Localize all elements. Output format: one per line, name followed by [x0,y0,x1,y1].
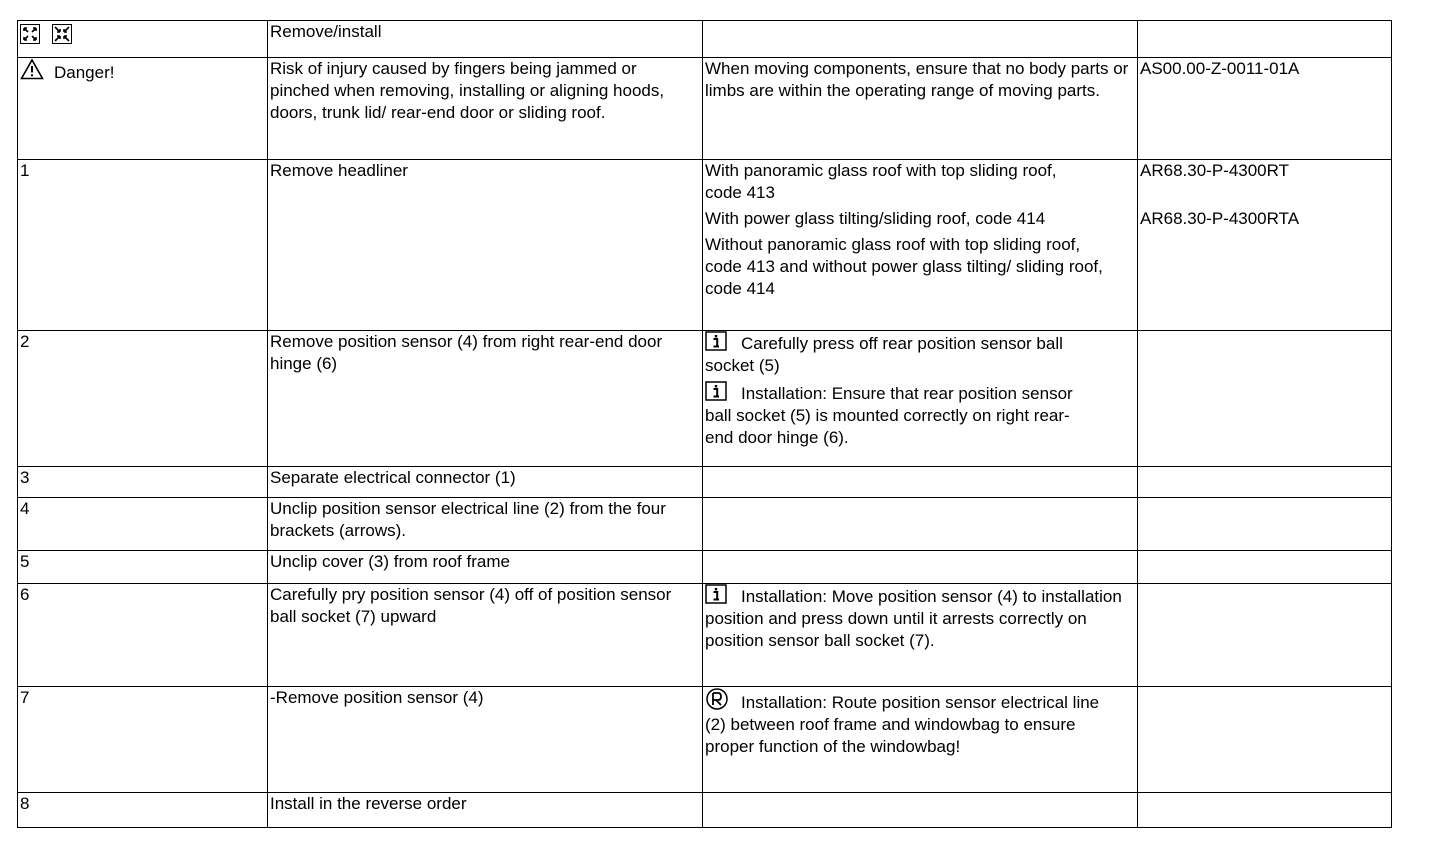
step-row-5 [18,551,1392,584]
step-action: Remove position sensor (4) from right rear-end door hinge (6) [268,331,703,467]
step-row-3 [18,467,1392,498]
step-notes [703,687,1138,793]
step-reference-link[interactable]: AR68.30-P-4300RT [1140,161,1289,180]
step-note: Installation: Ensure that rear position sensor ball socket (5) is mounted correctly on right rear-end door hinge (6). [705,384,1073,447]
step-action: Separate electrical connector (1) [268,467,703,498]
step-number: 7 [18,687,268,793]
step-number: 6 [18,584,268,687]
step-number: 1 [18,160,268,331]
step-row-7 [18,687,1392,793]
step-note: Carefully press off rear position sensor ball socket (5) [705,334,1063,375]
header-row [18,21,1392,58]
step-action: Carefully pry position sensor (4) off of position sensor ball socket (7) upward [268,584,703,687]
step-note: With panoramic glass roof with top sliding roof, code 413 [705,161,1057,202]
info-icon [705,331,727,351]
danger-label: Danger! [54,63,115,82]
header-title: Remove/install [268,21,703,58]
step-row-8 [18,793,1392,828]
step-references [1138,551,1392,584]
header-empty-4 [1138,21,1392,58]
header-icons-cell [18,21,268,58]
expand-all-icon[interactable] [20,24,40,44]
step-references [1138,687,1392,793]
step-action: Remove headliner [268,160,703,331]
procedure-table [17,20,1392,828]
step-references [1138,467,1392,498]
step-note: Installation: Move position sensor (4) to installation position and press down until it arrests correctly on position sensor ball socket (7). [705,587,1122,650]
step-action: Unclip cover (3) from roof frame [268,551,703,584]
header-empty-3 [703,21,1138,58]
danger-instruction: When moving components, ensure that no body parts or limbs are within the operating range of moving parts. [703,58,1138,160]
step-action: Unclip position sensor electrical line (2) from the four brackets (arrows). [268,498,703,551]
danger-reference[interactable]: AS00.00-Z-0011-01A [1138,58,1392,160]
step-notes [703,584,1138,687]
step-notes [703,331,1138,467]
step-number: 5 [18,551,268,584]
step-references [1138,331,1392,467]
step-reference-link[interactable]: AR68.30-P-4300RTA [1140,209,1300,228]
step-action: -Remove position sensor (4) [268,687,703,793]
step-row-1 [18,160,1392,331]
info-icon [705,584,727,604]
step-references [1138,584,1392,687]
step-note: Without panoramic glass roof with top sliding roof, code 413 and without power glass tilting/ sliding roof, code 414 [705,235,1103,298]
step-number: 4 [18,498,268,551]
step-number: 3 [18,467,268,498]
warning-triangle-icon [20,58,44,80]
step-notes [703,160,1138,331]
step-references [1138,160,1392,331]
step-notes [703,498,1138,551]
step-note: With power glass tilting/sliding roof, code 414 [705,209,1046,228]
info-icon [705,381,727,401]
danger-description: Risk of injury caused by fingers being jammed or pinched when removing, installing or aligning hoods, doors, trunk lid/ rear-end door or sliding roof. [268,58,703,160]
step-notes [703,467,1138,498]
step-row-6 [18,584,1392,687]
step-number: 2 [18,331,268,467]
step-references [1138,793,1392,828]
routing-icon [705,687,729,711]
step-note: Installation: Route position sensor electrical line (2) between roof frame and windowbag to ensure proper function of the windowbag! [705,693,1100,756]
step-notes [703,793,1138,828]
step-row-4 [18,498,1392,551]
collapse-all-icon[interactable] [52,24,72,44]
step-notes [703,551,1138,584]
danger-row [18,58,1392,160]
step-row-2 [18,331,1392,467]
danger-label-cell [18,58,268,160]
step-references [1138,498,1392,551]
step-number: 8 [18,793,268,828]
step-action: Install in the reverse order [268,793,703,828]
